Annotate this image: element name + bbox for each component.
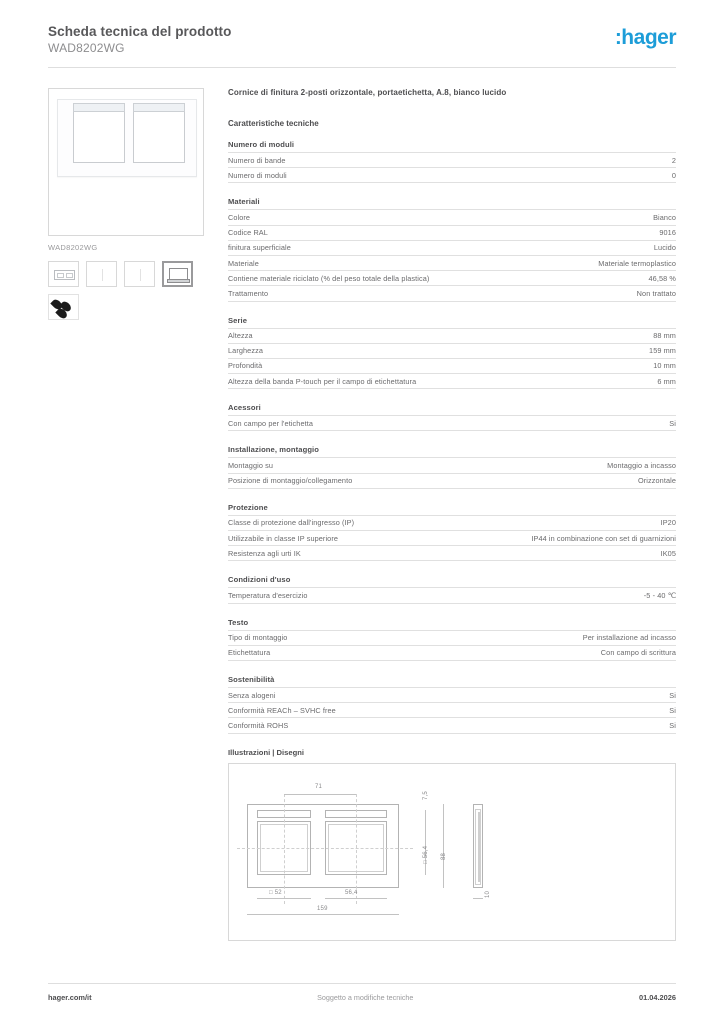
product-image-caption: WAD8202WG	[48, 243, 98, 252]
spec-value: Si	[669, 418, 676, 428]
spec-table	[228, 152, 676, 183]
label-strip-right	[133, 103, 185, 112]
plain-view-icon-1	[102, 269, 103, 281]
spec-section	[228, 618, 676, 661]
dim-label-depth: 10	[485, 890, 491, 898]
spec-value: 159 mm	[649, 346, 676, 356]
spec-label: Larghezza	[228, 346, 263, 356]
spec-section	[228, 675, 676, 734]
header-titles	[48, 24, 231, 55]
dim-line-pitch	[325, 898, 387, 899]
spec-section-title: Testo	[228, 617, 249, 627]
spec-label: Altezza	[228, 331, 253, 341]
drawings-heading: Illustrazioni | Disegni	[228, 747, 304, 757]
table-row	[228, 458, 676, 473]
table-row	[228, 328, 676, 343]
table-row	[228, 416, 676, 431]
dim-line-module	[257, 898, 311, 899]
table-row	[228, 240, 676, 255]
thumbnail-plain-1[interactable]	[86, 261, 117, 287]
spec-table	[228, 209, 676, 301]
spec-label: Conformità ROHS	[228, 720, 289, 730]
page-body	[48, 68, 676, 941]
spec-section	[228, 140, 676, 183]
table-row	[228, 168, 676, 183]
spec-label: Materiale	[228, 258, 259, 268]
spec-section	[228, 197, 676, 301]
spec-section-title: Serie	[228, 315, 248, 325]
spec-section-title: Installazione, montaggio	[228, 445, 319, 455]
spec-label: Tipo di montaggio	[228, 633, 288, 643]
spec-value: Si	[669, 720, 676, 730]
spec-value: 0	[671, 170, 676, 180]
spec-section-title: Sostenibilità	[228, 674, 275, 684]
page-title: Scheda tecnica del prodotto	[48, 24, 232, 39]
dim-label-pitch: 56,4	[345, 889, 358, 896]
table-row	[228, 546, 676, 561]
footer-date: 01.04.2026	[639, 993, 676, 1002]
spec-label: Codice RAL	[228, 228, 268, 238]
spec-label: Posizione di montaggio/collegamento	[228, 476, 353, 486]
product-image[interactable]	[48, 88, 204, 236]
table-row	[228, 225, 676, 240]
spec-section-title: Numero di moduli	[228, 140, 295, 149]
product-frame-render	[57, 99, 197, 177]
table-row	[228, 645, 676, 660]
spec-label: Utilizzabile in classe IP superiore	[228, 533, 339, 543]
spec-label: Senza alogeni	[228, 690, 276, 700]
spec-section	[228, 445, 676, 488]
spec-label: Con campo per l'etichetta	[228, 418, 314, 428]
spec-value: Con campo di scrittura	[600, 648, 676, 658]
spec-value: 46,58 %	[648, 273, 676, 283]
spec-value: 88 mm	[653, 331, 676, 341]
dim-label-module: □ 52	[269, 889, 282, 896]
table-row	[228, 515, 676, 530]
spec-section	[228, 316, 676, 390]
table-row	[228, 153, 676, 168]
spec-label: Classe di protezione dall'ingresso (IP)	[228, 518, 355, 528]
spec-value: -5 - 40 ℃	[643, 590, 676, 600]
product-description: Cornice di finitura 2-posti orizzontale, portaetichetta, A.8, bianco lucido	[228, 88, 507, 97]
front-view-icon	[54, 270, 75, 280]
spec-table	[228, 328, 676, 390]
spec-label: finitura superficiale	[228, 243, 291, 253]
spec-label: Altezza della banda P-touch per il campo di etichettatura	[228, 376, 417, 386]
spec-value: Non trattato	[636, 288, 676, 298]
spec-label: Numero di moduli	[228, 170, 287, 180]
dim-line-total-width	[247, 914, 399, 915]
spec-table	[228, 457, 676, 488]
spec-value: 10 mm	[653, 361, 676, 371]
dim-label-window: □ 56,4	[423, 845, 429, 864]
frame-window-right	[133, 111, 185, 163]
spec-label: Etichettatura	[228, 648, 271, 658]
footer-divider	[48, 983, 676, 1002]
spec-value: Per installazione ad incasso	[582, 633, 676, 643]
spec-label: Colore	[228, 212, 251, 222]
label-strip-left	[73, 103, 125, 112]
footer-website-link[interactable]: hager.com/it	[48, 993, 92, 1002]
side-view-base	[167, 279, 190, 283]
table-row	[228, 374, 676, 389]
spec-table	[228, 587, 676, 603]
spec-label: Contiene materiale riciclato (% del peso totale della plastica)	[228, 273, 430, 283]
dim-label-total-width: 159	[317, 905, 328, 912]
spec-label: Resistenza agli urti IK	[228, 548, 301, 558]
centerline-vertical-right	[356, 794, 357, 904]
frame-window-left	[73, 111, 125, 163]
spec-value: 2	[671, 155, 676, 165]
spec-table	[228, 515, 676, 562]
footer-disclaimer: Soggetto a modifiche tecniche	[317, 993, 414, 1002]
dim-label-strip-height: 7,5	[423, 790, 429, 800]
centerline-vertical-left	[284, 794, 285, 904]
spec-value: Lucido	[653, 243, 676, 253]
spec-value: IP20	[660, 518, 676, 528]
spec-section	[228, 403, 676, 431]
table-row	[228, 531, 676, 546]
spec-value: IP44 in combinazione con set di guarnizioni	[531, 533, 676, 543]
table-row	[228, 358, 676, 373]
spec-value: IK05	[660, 548, 676, 558]
table-row	[228, 271, 676, 286]
spec-label: Trattamento	[228, 288, 269, 298]
table-row	[228, 718, 676, 733]
drawing-side-profile-inner	[475, 809, 481, 885]
tech-characteristics-heading: Caratteristiche tecniche	[228, 119, 319, 128]
spec-label: Temperatura d'esercizio	[228, 590, 308, 600]
table-row	[228, 210, 676, 225]
spec-value: Bianco	[653, 212, 676, 222]
centerline-horizontal	[237, 848, 413, 849]
spec-section	[228, 503, 676, 562]
table-row	[228, 703, 676, 718]
spec-value: Montaggio a incasso	[607, 461, 676, 471]
table-row	[228, 343, 676, 358]
thumbnail-front-view[interactable]	[48, 261, 79, 287]
table-row	[228, 473, 676, 488]
spec-section-title: Acessori	[228, 403, 261, 413]
spec-section-title: Materiali	[228, 197, 260, 207]
spec-section-title: Protezione	[228, 502, 268, 512]
spec-value: Orizzontale	[637, 476, 676, 486]
thumbnail-strip	[48, 261, 214, 287]
spec-table	[228, 415, 676, 431]
spec-section	[228, 575, 676, 603]
product-code-subtitle: WAD8202WG	[48, 41, 125, 55]
spec-table	[228, 630, 676, 661]
spec-sections	[228, 140, 676, 734]
spec-value: Si	[669, 690, 676, 700]
spec-label: Montaggio su	[228, 461, 274, 471]
plain-view-icon-2	[140, 269, 141, 281]
table-row	[228, 588, 676, 603]
dim-line-total-height	[443, 804, 444, 888]
spec-table	[228, 687, 676, 734]
product-media-column	[48, 88, 214, 941]
spec-value: Si	[669, 705, 676, 715]
page-header	[48, 0, 676, 67]
spec-label: Conformità REACh – SVHC free	[228, 705, 336, 715]
spec-section-title: Condizioni d'uso	[228, 575, 291, 585]
page-footer	[48, 983, 676, 1002]
table-row	[228, 630, 676, 645]
water-drops-icon	[48, 294, 79, 320]
thumbnail-side-view[interactable]	[162, 261, 193, 287]
technical-drawing	[228, 763, 676, 941]
thumbnail-plain-2[interactable]	[124, 261, 155, 287]
specifications-column	[214, 88, 676, 941]
spec-value: 6 mm	[657, 376, 676, 386]
spec-label: Profondità	[228, 361, 263, 371]
spec-value: Materiale termoplastico	[598, 258, 676, 268]
dim-label-total-height: 88	[441, 852, 447, 860]
table-row	[228, 687, 676, 702]
dim-line-strip-height	[425, 810, 426, 821]
spec-label: Numero di bande	[228, 155, 286, 165]
hager-logo: :hager	[614, 26, 676, 49]
spec-value: 9016	[659, 228, 676, 238]
table-row	[228, 255, 676, 270]
dim-label-top-span: 71	[315, 783, 323, 790]
table-row	[228, 286, 676, 301]
dim-line-top-span	[284, 794, 356, 795]
dim-line-depth	[473, 898, 483, 899]
